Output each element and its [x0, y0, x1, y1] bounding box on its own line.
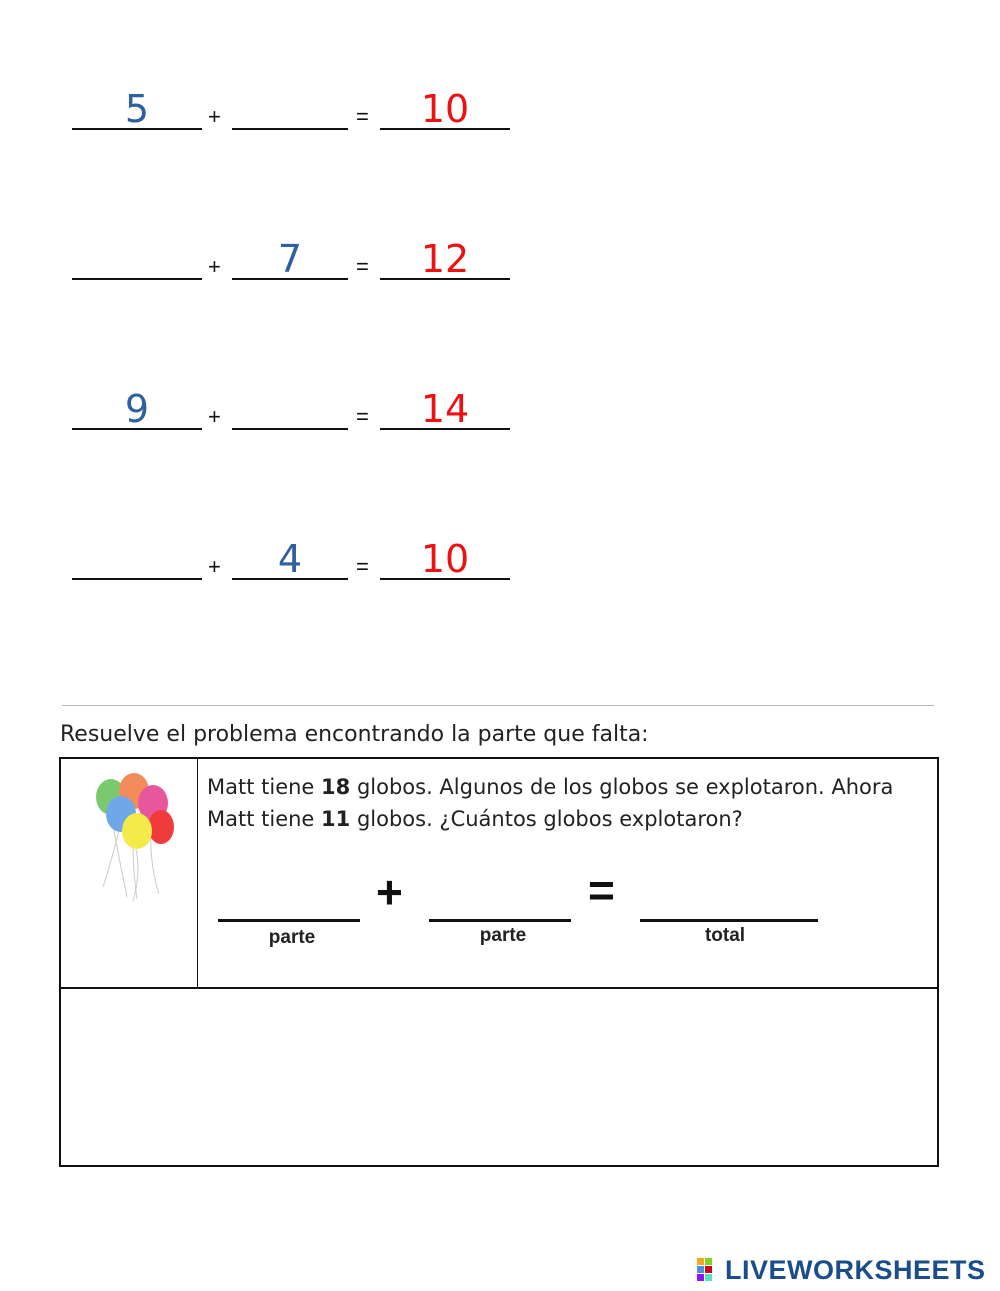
- addend-2-value: 7: [277, 237, 303, 281]
- total-value: 10: [420, 87, 470, 131]
- balloons-icon: [89, 769, 185, 904]
- logo-text: LIVEWORKSHEETS: [725, 1254, 986, 1285]
- addend-1-field[interactable]: [72, 70, 202, 130]
- column-separator: [197, 759, 198, 987]
- plus-sign: +: [376, 866, 403, 918]
- addend-1-value: 9: [124, 387, 150, 431]
- liveworksheets-logo: [697, 1256, 986, 1284]
- total-value: 12: [420, 237, 470, 281]
- equals-sign: =: [588, 864, 615, 916]
- equation-4: [60, 490, 540, 580]
- part-2-field[interactable]: [429, 919, 571, 922]
- plus-sign: +: [208, 554, 221, 579]
- equals-sign: =: [356, 104, 369, 129]
- part-1-label: parte: [268, 927, 316, 948]
- total-field[interactable]: [380, 370, 510, 430]
- addend-2-field[interactable]: [232, 220, 348, 280]
- part-2-label: parte: [479, 925, 527, 946]
- equals-sign: =: [356, 254, 369, 279]
- addend-1-field[interactable]: [72, 220, 202, 280]
- part-1-field[interactable]: [218, 919, 360, 922]
- balloon-count-start: 18: [321, 775, 351, 799]
- balloon-count-end: 11: [321, 807, 351, 831]
- addend-2-value: 4: [277, 537, 303, 581]
- section-divider: [62, 705, 934, 706]
- total-field[interactable]: [640, 919, 818, 922]
- addend-1-value: 5: [124, 87, 150, 131]
- total-value: 10: [420, 537, 470, 581]
- addend-1-field[interactable]: [72, 520, 202, 580]
- total-field[interactable]: [380, 220, 510, 280]
- instruction-text: Resuelve el problema encontrando la parte que falta:: [60, 722, 649, 747]
- problem-text: Matt tiene 18 globos. Algunos de los globos se explotaron. Ahora Matt tiene 11 globos. ¿Cuántos globos explotaron?: [207, 775, 894, 831]
- logo-icon: [697, 1258, 723, 1282]
- plus-sign: +: [208, 254, 221, 279]
- total-field[interactable]: [380, 520, 510, 580]
- addend-2-field[interactable]: [232, 520, 348, 580]
- equation-3: [60, 340, 540, 430]
- equation-1: [60, 40, 540, 130]
- total-field[interactable]: [380, 70, 510, 130]
- equation-2: [60, 190, 540, 280]
- plus-sign: +: [208, 404, 221, 429]
- total-label: total: [704, 925, 746, 946]
- addend-2-field[interactable]: [232, 370, 348, 430]
- word-problem-box: [59, 757, 939, 1167]
- equals-sign: =: [356, 554, 369, 579]
- equals-sign: =: [356, 404, 369, 429]
- answer-area[interactable]: [61, 989, 937, 1165]
- addend-1-field[interactable]: [72, 370, 202, 430]
- addend-2-field[interactable]: [232, 70, 348, 130]
- total-value: 14: [420, 387, 470, 431]
- plus-sign: +: [208, 104, 221, 129]
